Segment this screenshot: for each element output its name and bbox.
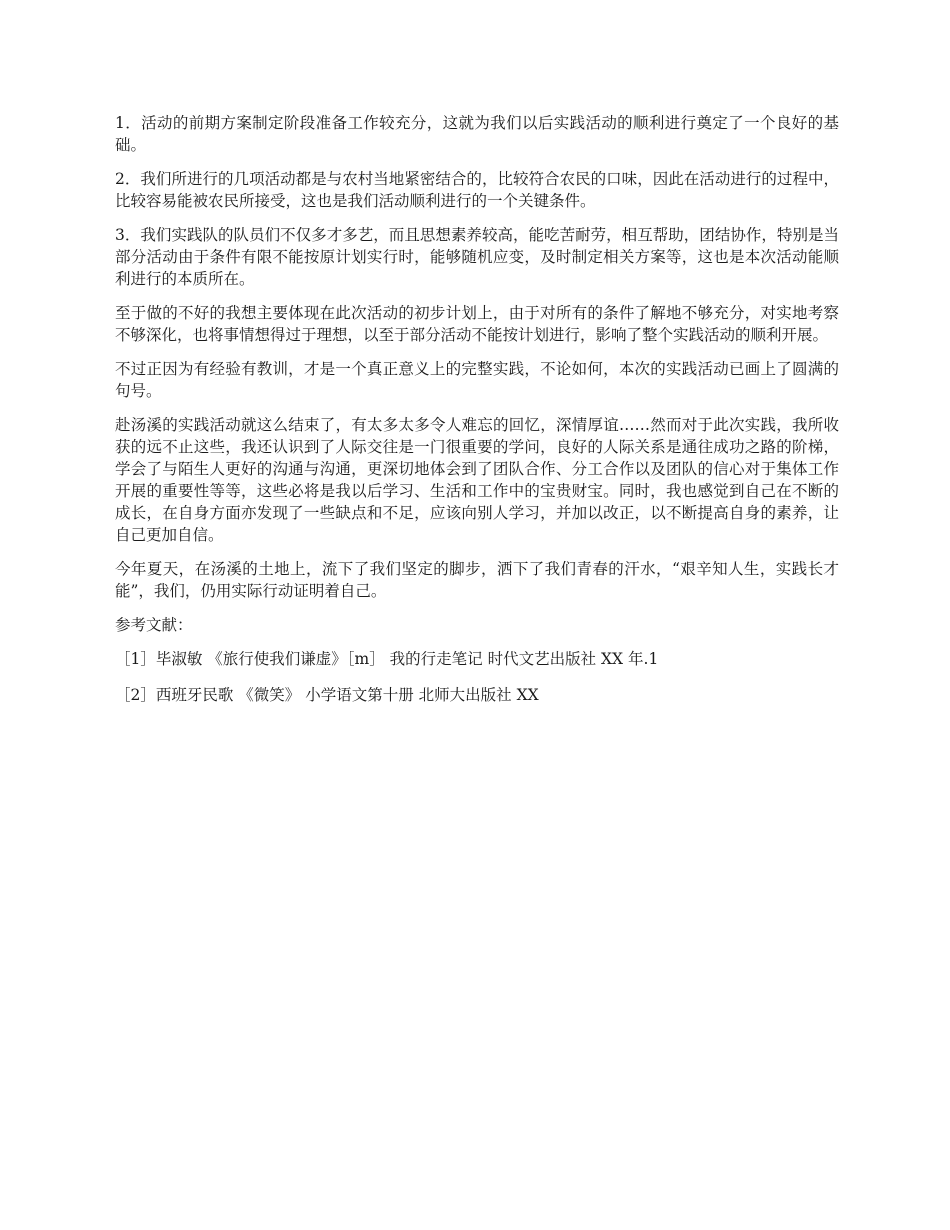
paragraph-6: 赴汤溪的实践活动就这么结束了，有太多太多令人难忘的回忆，深情厚谊……然而对于此次实践，我所收获的远不止这些，我还认识到了人际交往是一门很重要的学问，良好的人际关系是通往成功之路的阶梯，学会了与陌生人更好的沟通与沟通，更深切地体会到了团队合作、分工合作以及团队的信心对于集体工作开展的重要性等等，这些必将是我以后学习、生活和工作中的宝贵财宝。同时，我也感觉到自己在不断的成长，在自身方面亦发现了一些缺点和不足，应该向别人学习，并加以改正，以不断提高自身的素养，让自己更加自信。 [115,416,839,544]
paragraph-1: 1．活动的前期方案制定阶段准备工作较充分，这就为我们以后实践活动的顺利进行奠定了一个良好的基础。 [115,114,839,154]
document-body [115,112,839,720]
paragraph-5: 不过正因为有经验有教训，才是一个真正意义上的完整实践，不论如何，本次的实践活动已画上了圆满的句号。 [115,360,839,400]
paragraph-2: 2．我们所进行的几项活动都是与农村当地紧密结合的，比较符合农民的口味，因此在活动进行的过程中，比较容易能被农民所接受，这也是我们活动顺利进行的一个关键条件。 [115,170,839,210]
paragraph-7: 今年夏天，在汤溪的土地上，流下了我们坚定的脚步，洒下了我们青春的汗水，“艰辛知人生，实践长才能”，我们，仍用实际行动证明着自己。 [115,560,839,600]
reference-item-2: ［2］西班牙民歌 《微笑》 小学语文第十册 北师大出版社 XX [115,686,539,704]
paragraph-3: 3．我们实践队的队员们不仅多才多艺，而且思想素养较高，能吃苦耐劳，相互帮助，团结协作，特别是当部分活动由于条件有限不能按原计划实行时，能够随机应变，及时制定相关方案等，这也是本次活动能顺利进行的本质所在。 [115,226,839,288]
paragraph-4: 至于做的不好的我想主要体现在此次活动的初步计划上，由于对所有的条件了解地不够充分，对实地考察不够深化，也将事情想得过于理想，以至于部分活动不能按计划进行，影响了整个实践活动的顺利开展。 [115,304,839,344]
reference-item-1: ［1］毕淑敏 《旅行使我们谦虚》［m］ 我的行走笔记 时代文艺出版社 XX 年.1 [115,650,659,668]
references-heading: 参考文献： [115,616,193,634]
